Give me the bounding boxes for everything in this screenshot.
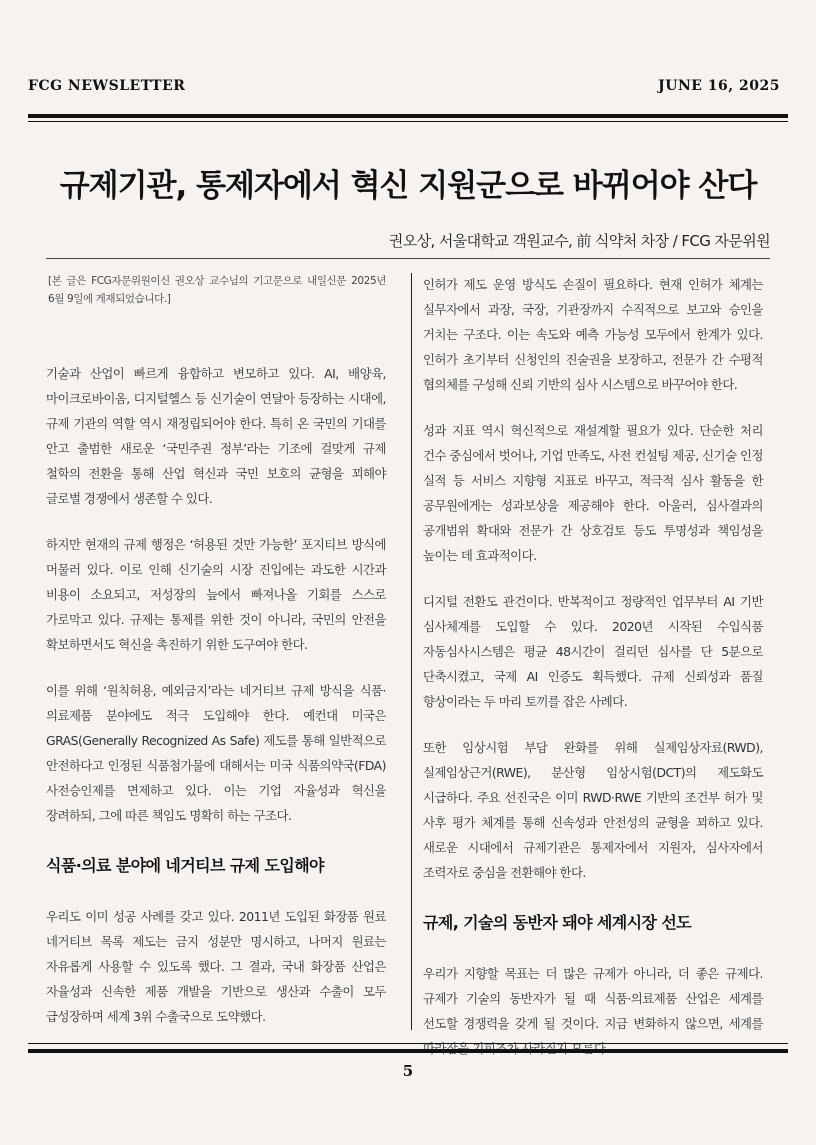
paragraph: 디지털 전환도 관건이다. 반복적이고 정량적인 업무부터 AI 기반 심사체계를 도입할 수 있다. 2020년 시작된 수입식품 자동심사시스템은 평균 48시간이 걸리던 심사를 단 5분으로 단축시켰고, 국제 AI 인증도 획득했다. 규제 신뢰성과 품질 향상이라는 두 마리 토끼를 잡은 사례다.	[423, 594, 763, 709]
left-column	[46, 272, 386, 1029]
editor-note: [본 글은 FCG자문위원이신 권오상 교수님의 기고문으로 내일신문 2025년 6월 9일에 게재되었습니다.]	[48, 275, 386, 305]
paragraph: 우리도 이미 성공 사례를 갖고 있다. 2011년 도입된 화장품 원료 네거티브 목록 제도는 금지 성분만 명시하고, 나머지 원료는 자유롭게 사용할 수 있도록 했다. 그 결과, 국내 화장품 산업은 자율성과 신속한 제품 개발을 기반으로 생산과 수출이 모두 급성장하며 세계 3위 수출국으로 도약했다.	[46, 909, 386, 1024]
footer-rule-thick	[28, 1049, 788, 1053]
right-column	[423, 272, 763, 1061]
publication-name: FCG NEWSLETTER	[28, 78, 186, 94]
paragraph: 이를 위해 ‘원칙허용, 예외금지’라는 네거티브 규제 방식을 식품·의료제품 분야에도 적극 도입해야 한다. 예컨대 미국은 GRAS(Generally Recognized As Safe) 제도를 통해 일반적으로 안전하다고 인정된 식품첨가물에 대해서는 미국 식품의약국(FDA) 사전승인제를 면제하고 있다. 이는 기업 자율성과 혁신을 장려하되, 그에 따른 책임도 명확히 하는 구조다.	[46, 683, 386, 823]
footer-rule-thin	[28, 1043, 788, 1044]
article-byline: 권오상, 서울대학교 객원교수, 前 식약처 차장 / FCG 자문위원	[388, 232, 770, 250]
issue-date: JUNE 16, 2025	[658, 78, 780, 94]
paragraph: 인허가 제도 운영 방식도 손질이 필요하다. 현재 인허가 체계는 실무자에서 과장, 국장, 기관장까지 수직적으로 보고와 승인을 거치는 구조다. 이는 속도와 예측 가능성 모두에서 한계가 있다. 인허가 초기부터 신청인의 진술권을 보장하고, 전문가 간 수평적 협의체를 구성해 신뢰 기반의 심사 시스템으로 바꾸어야 한다.	[423, 277, 763, 392]
paragraph: 기술과 산업이 빠르게 융합하고 변모하고 있다. AI, 배양육, 마이크로바이옴, 디지털헬스 등 신기술이 연달아 등장하는 시대에, 규제 기관의 역할 역시 재정립되어야 한다. 특히 온 국민의 기대를 안고 출범한 새로운 ‘국민주권 정부’라는 기조에 걸맞게 규제 철학의 전환을 통해 산업 혁신과 국민 보호의 균형을 꾀해야 글로벌 경쟁에서 생존할 수 있다.	[46, 366, 386, 506]
masthead	[28, 78, 780, 94]
byline-rule	[46, 258, 770, 259]
page-number: 5	[402, 1062, 414, 1080]
paragraph: 하지만 현재의 규제 행정은 ‘허용된 것만 가능한’ 포지티브 방식에 머물러 있다. 이로 인해 신기술의 시장 진입에는 과도한 시간과 비용이 소요되고, 저성장의 늪에서 빠져나올 기회를 스스로 가로막고 있다. 규제는 통제를 위한 것이 아니라, 국민의 안전을 확보하면서도 혁신을 촉진하기 위한 도구여야 한다.	[46, 537, 386, 652]
header-rule-thin	[28, 121, 788, 122]
section-subheading: 규제, 기술의 동반자 돼야 세계시장 선도	[423, 913, 692, 932]
header-rule-thick	[28, 114, 788, 118]
column-divider	[411, 273, 412, 1030]
article-title: 규제기관, 통제자에서 혁신 지원군으로 바뀌어야 산다	[59, 168, 757, 204]
paragraph: 성과 지표 역시 혁신적으로 재설계할 필요가 있다. 단순한 처리 건수 중심에서 벗어나, 기업 만족도, 사전 컨설팅 제공, 신기술 인정 실적 등 서비스 지향형 지표로 바꾸고, 적극적 심사 활동을 한 공무원에게는 성과보상을 제공해야 한다. 아울러, 심사결과의 공개범위 확대와 전문가 간 상호검토 등도 투명성과 책임성을 높이는 데 효과적이다.	[423, 423, 763, 563]
paragraph: 우리가 지향할 목표는 더 많은 규제가 아니라, 더 좋은 규제다. 규제가 기술의 동반자가 될 때 식품·의료제품 산업은 세계를 선도할 경쟁력을 갖게 될 것이다. 지금 변화하지 않으면, 세계를	[423, 966, 763, 1031]
paragraph: 또한 임상시험 부담 완화를 위해 실제임상자료(RWD), 실제임상근거(RWE), 분산형 임상시험(DCT)의 제도화도 시급하다. 주요 선진국은 이미 RWD·RWE 기반의 조건부 허가 및 사후 평가 체계를 통해 신속성과 안전성의 균형을 꾀하고 있다. 새로운 시대에서 규제기관은 통제자에서 지원자, 심사자에서 조력자로 중심을 전환해야 한다.	[423, 740, 763, 880]
section-subheading: 식품·의료 분야에 네거티브 규제 도입해야	[46, 856, 324, 875]
